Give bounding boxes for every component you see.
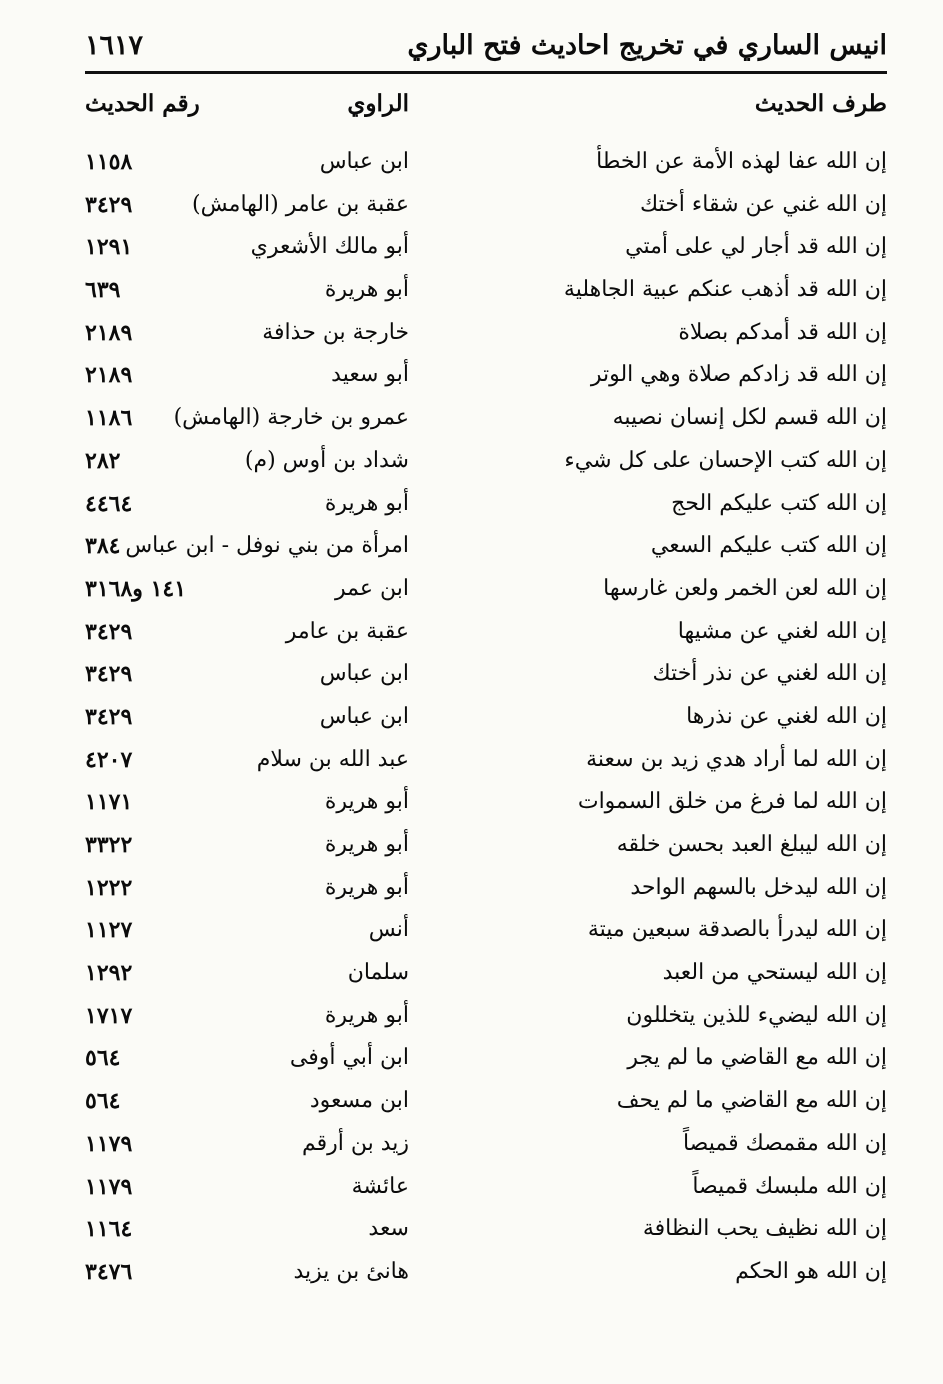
narrator: سعد (368, 1216, 409, 1242)
narrator: أبو سعيد (331, 362, 409, 388)
narrator: أبو هريرة (324, 277, 409, 303)
table-row (85, 230, 887, 273)
hadith-number: ١١٦٤ (85, 1216, 133, 1243)
table-row (85, 1041, 887, 1084)
hadith-number: ٤٢٠٧ (85, 746, 133, 773)
hadith-text: إن الله كتب الإحسان على كل شيء (564, 447, 887, 473)
hadith-number: ١١٧٩ (85, 1130, 133, 1157)
hadith-number: ١١٢٧ (85, 917, 133, 944)
narrator: شداد بن أوس (م) (244, 447, 409, 473)
header-rule (85, 71, 887, 74)
narrator: عقبة بن عامر (الهامش) (192, 191, 409, 217)
table-row (85, 615, 887, 658)
narrator: عمرو بن خارجة (الهامش) (173, 405, 409, 431)
table-row (85, 743, 887, 786)
hadith-number: ٣٤٢٩ (85, 618, 133, 645)
hadith-text: إن الله قد أمدكم بصلاة (678, 319, 887, 345)
narrator: امرأة من بني نوفل - ابن عباس (125, 533, 409, 559)
narrator: عقبة بن عامر (285, 618, 409, 644)
hadith-number: ٣٤٢٩ (85, 661, 133, 688)
table-row (85, 358, 887, 401)
table-row (85, 1170, 887, 1213)
table-row (85, 188, 887, 231)
hadith-text: إن الله لعن الخمر ولعن غارسها (603, 575, 887, 601)
hadith-text: إن الله لغني عن مشيها (677, 618, 887, 644)
table-row (85, 785, 887, 828)
hadith-number: ١١٧٩ (85, 1173, 133, 1200)
hadith-number: ٢٨٢ (85, 447, 121, 474)
hadith-number: ٥٦٤ (85, 1045, 121, 1072)
hadith-text: إن الله قد أجار لي على أمتي (625, 234, 887, 260)
narrator: أبو هريرة (324, 832, 409, 857)
table-row (85, 828, 887, 871)
hadith-text: إن الله قسم لكل إنسان نصيبه (612, 405, 887, 431)
hadith-text: إن الله مع القاضي ما لم يحف (616, 1088, 887, 1114)
hadith-text: إن الله مقمصك قميصاً (682, 1130, 887, 1156)
narrator: أبو هريرة (324, 1002, 409, 1028)
column-header-hadith: طرف الحديث (754, 90, 887, 117)
narrator: أنس (368, 917, 409, 943)
table-row (85, 572, 887, 615)
table-row (85, 1212, 887, 1255)
hadith-text: إن الله ليدرأ بالصدقة سبعين ميتة (587, 917, 887, 943)
table-row (85, 316, 887, 359)
narrator: ابن عباس (319, 661, 409, 687)
narrator: زيد بن أرقم (301, 1130, 409, 1156)
hadith-text: إن الله غني عن شقاء أختك (640, 191, 887, 217)
narrator: عائشة (351, 1173, 409, 1199)
hadith-number: ١٧١٧ (85, 1002, 133, 1029)
table-row (85, 1084, 887, 1127)
narrator: ابن عمر (335, 575, 409, 601)
hadith-number: ١٢٢٢ (85, 874, 133, 901)
hadith-text: إن الله ليستحي من العبد (662, 960, 887, 986)
hadith-number: ١١٥٨ (85, 149, 133, 175)
narrator: أبو هريرة (324, 789, 409, 815)
column-header-number: رقم الحديث (85, 90, 200, 117)
hadith-text: إن الله نظيف يحب النظافة (642, 1216, 887, 1242)
table-row (85, 444, 887, 487)
hadith-text: إن الله ملبسك قميصاً (692, 1173, 887, 1199)
running-header (85, 28, 887, 68)
table-row (85, 700, 887, 743)
column-header-rawi: الراوي (347, 90, 409, 117)
hadith-text: إن الله قد زادكم صلاة وهي الوتر (590, 362, 887, 388)
hadith-text: إن الله كتب عليكم السعي (650, 533, 887, 559)
hadith-text: إن الله لما فرغ من خلق السموات (577, 789, 887, 815)
hadith-text: إن الله لغني عن نذرها (686, 703, 887, 729)
table-row (85, 273, 887, 316)
hadith-text: إن الله عفا لهذه الأمة عن الخطأ (596, 149, 887, 174)
hadith-text: إن الله هو الحكم (735, 1258, 887, 1284)
hadith-number: ١٢٩٢ (85, 960, 133, 987)
hadith-number: ٥٦٤ (85, 1088, 121, 1115)
table-row (85, 1127, 887, 1170)
table-row (85, 657, 887, 700)
table-row (85, 145, 887, 188)
table-row (85, 1255, 887, 1298)
narrator: سلمان (347, 960, 409, 986)
hadith-text: إن الله لغني عن نذر أختك (652, 661, 887, 687)
narrator: ابن مسعود (309, 1088, 409, 1114)
hadith-text: إن الله ليضيء للذين يتخللون (626, 1002, 887, 1028)
narrator: أبو هريرة (324, 490, 409, 516)
index-table (85, 145, 887, 1298)
table-row (85, 487, 887, 530)
hadith-number: ٣٤٢٩ (85, 191, 133, 218)
table-row (85, 529, 887, 572)
table-row (85, 401, 887, 444)
hadith-number: ٣٤٢٩ (85, 703, 133, 730)
table-row (85, 999, 887, 1042)
running-title: انيس الساري في تخريج احاديث فتح الباري (407, 30, 887, 61)
narrator: عبد الله بن سلام (256, 746, 409, 772)
narrator: خارجة بن حذافة (262, 319, 409, 345)
hadith-number: ٣٨٤ (85, 533, 121, 560)
hadith-number: ١١٨٦ (85, 405, 133, 432)
page-number: ١٦١٧ (85, 30, 144, 61)
hadith-text: إن الله لما أراد هدي زيد بن سعنة (586, 746, 887, 772)
hadith-number: ٦٣٩ (85, 277, 121, 304)
hadith-text: إن الله كتب عليكم الحج (671, 490, 887, 516)
hadith-text: إن الله مع القاضي ما لم يجر (627, 1045, 887, 1071)
table-row (85, 913, 887, 956)
narrator: هانئ بن يزيد (293, 1258, 409, 1284)
narrator: أبو هريرة (324, 874, 409, 900)
narrator: أبو مالك الأشعري (250, 234, 409, 260)
hadith-text: إن الله ليدخل بالسهم الواحد (630, 874, 887, 900)
table-row (85, 956, 887, 999)
table-row (85, 871, 887, 914)
hadith-number: ١١٧١ (85, 789, 133, 816)
column-headers (85, 90, 887, 130)
hadith-number: ٢١٨٩ (85, 362, 133, 389)
hadith-number: ١٤١ و٣١٦٨ (85, 575, 187, 602)
hadith-number: ٣٤٧٦ (85, 1258, 133, 1285)
hadith-text: إن الله ليبلغ العبد بحسن خلقه (616, 832, 887, 857)
hadith-number: ١٢٩١ (85, 234, 133, 261)
narrator: ابن أبي أوفى (289, 1045, 409, 1071)
hadith-number: ٢١٨٩ (85, 319, 133, 346)
hadith-text: إن الله قد أذهب عنكم عبية الجاهلية (563, 277, 887, 303)
narrator: ابن عباس (319, 703, 409, 729)
narrator: ابن عباس (319, 149, 409, 174)
hadith-number: ٣٣٢٢ (85, 832, 133, 858)
hadith-number: ٤٤٦٤ (85, 490, 133, 517)
